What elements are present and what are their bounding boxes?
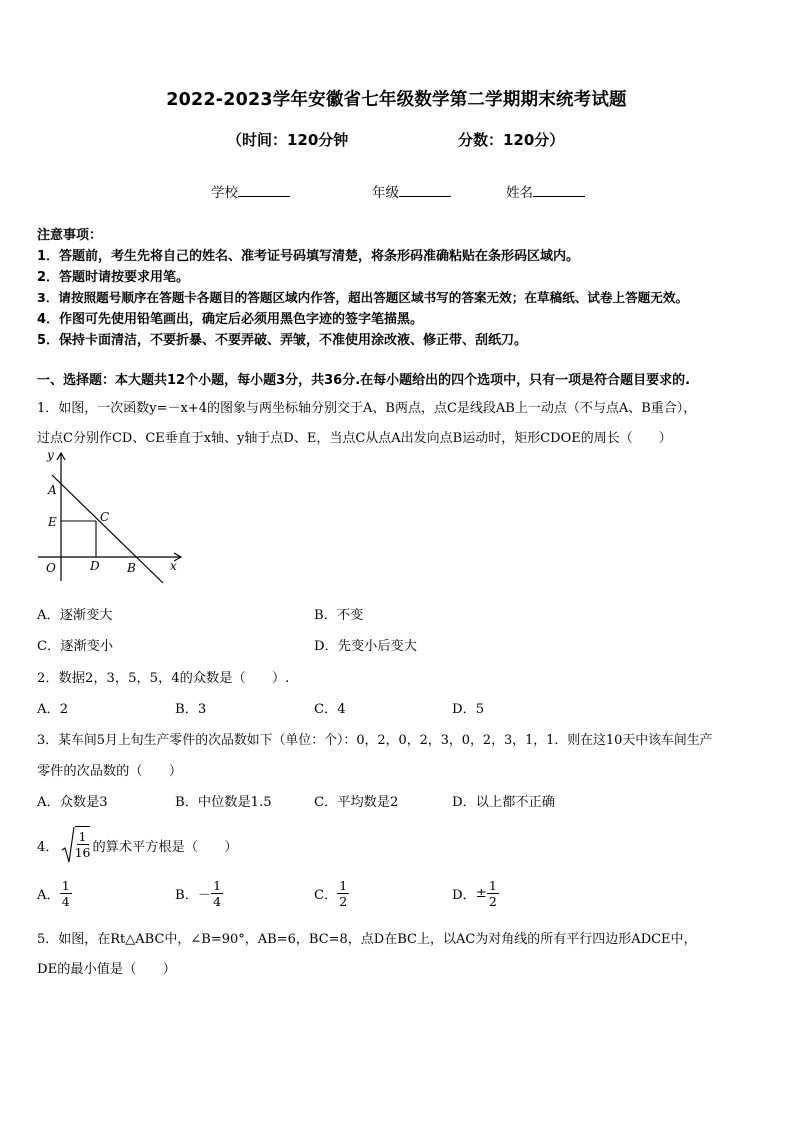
grade-blank <box>399 184 451 197</box>
label-a: A <box>48 483 57 497</box>
grade-field <box>372 181 451 201</box>
q2-stem: 2．数据2，3，5，5，4的众数是（ ）. <box>37 671 290 686</box>
q4-option-b-den: 4 <box>213 894 222 909</box>
notice-item: 5．保持卡面清洁，不要折暴、不要弄破、弄皱，不准使用涂改液、修正带、刮纸刀。 <box>37 333 528 348</box>
school-label: 学校 <box>211 185 238 201</box>
label-x: x <box>170 559 177 573</box>
name-label: 姓名 <box>506 185 533 201</box>
exam-time: （时间：120分钟 <box>227 131 349 149</box>
label-c: C <box>100 510 110 524</box>
q4-option-b-label: B． <box>175 888 198 903</box>
q4-option-d[interactable] <box>452 878 499 909</box>
q3-option-d[interactable]: D．以上都不正确 <box>452 795 555 810</box>
grade-label: 年级 <box>372 185 399 201</box>
q4-option-c-label: C． <box>314 888 338 903</box>
q4-option-a-den: 4 <box>61 894 70 909</box>
label-y: y <box>47 448 54 462</box>
q4-option-c-den: 2 <box>339 894 348 909</box>
q2-option-a[interactable]: A．2 <box>37 702 69 717</box>
q3-option-a[interactable]: A．众数是3 <box>37 795 108 810</box>
label-e: E <box>48 515 57 529</box>
q4-option-d-num: 1 <box>488 878 497 893</box>
q4-radical-den: 16 <box>74 845 91 860</box>
exam-score: 分数：120分） <box>458 131 565 149</box>
q4-option-c[interactable] <box>314 878 349 909</box>
q3-line1: 3．某车间5月上旬生产零件的次品数如下（单位：个）：0，2，0，2，3，0，2，3，1，1．则在这10天中该车间生产 <box>37 733 713 748</box>
notice-item: 2．答题时请按要求用笔。 <box>37 270 190 285</box>
q2-option-c[interactable]: C．4 <box>314 702 346 717</box>
notice-item: 4．作图可先使用铅笔画出，确定后必须用黑色字迹的签字笔描黑。 <box>37 312 424 327</box>
label-o: O <box>46 561 56 575</box>
notice-item: 3．请按照题号顺序在答题卡各题目的答题区域内作答，超出答题区域书写的答案无效；在草稿纸、试卷上答题无效。 <box>37 290 689 305</box>
q4-option-b-num: 1 <box>213 878 222 893</box>
q4-prefix: 4． <box>37 839 59 855</box>
q4-option-c-num: 1 <box>339 878 348 893</box>
name-blank <box>533 184 585 197</box>
q2-option-d[interactable]: D．5 <box>452 702 485 717</box>
q4-stem <box>37 826 238 864</box>
page-title: 2022-2023学年安徽省七年级数学第二学期期末统考试题 <box>166 90 627 110</box>
q4-option-c-fraction <box>337 878 349 909</box>
q4-option-d-label: D． <box>452 888 476 903</box>
q4-option-d-fraction <box>487 878 499 909</box>
q4-option-b[interactable] <box>175 878 223 909</box>
q1-option-c[interactable]: C．逐渐变小 <box>37 639 114 654</box>
radical-sign-icon <box>61 826 75 864</box>
q5-line2: DE的最小值是（ ） <box>37 962 176 977</box>
q5-line1: 5．如图，在Rt△ABC中，∠B=90°，AB=6，BC=8，点D在BC上，以AC为对角线的所有平行四边形ADCE中， <box>37 932 697 947</box>
q4-radical <box>61 826 91 864</box>
notice-heading: 注意事项： <box>37 228 103 243</box>
q3-option-c[interactable]: C．平均数是2 <box>314 795 399 810</box>
q4-option-a[interactable] <box>37 878 72 909</box>
school-blank <box>238 184 290 197</box>
section-heading: 一、选择题：本大题共12个小题，每小题3分，共36分.在每小题给出的四个选项中，只有一项是符合题目要求的. <box>37 373 691 388</box>
q3-option-b[interactable]: B．中位数是1.5 <box>175 795 272 810</box>
q1-option-d[interactable]: D．先变小后变大 <box>314 639 417 654</box>
school-field <box>211 181 290 201</box>
q1-line2: 过点C分别作CD、CE垂直于x轴、y轴于点D、E，当点C从点A出发向点B运动时，矩形CDOE的周长（ ） <box>37 431 672 446</box>
q1-line1: 1．如图，一次函数y=－x+4的图象与两坐标轴分别交于A、B两点，点C是线段AB上一动点（不与点A、B重合）， <box>37 401 697 416</box>
label-d: D <box>90 559 100 573</box>
q1-option-a[interactable]: A．逐渐变大 <box>37 608 113 623</box>
q1-option-b[interactable]: B．不变 <box>314 608 364 623</box>
q4-option-b-fraction <box>211 878 223 909</box>
label-b: B <box>127 561 136 575</box>
q4-option-a-num: 1 <box>61 878 70 893</box>
q4-option-d-sign: ± <box>475 886 487 901</box>
q4-suffix: 的算术平方根是（ ） <box>92 839 238 855</box>
line-ab <box>52 475 163 583</box>
q1-figure <box>30 448 190 586</box>
q4-option-a-fraction <box>60 878 72 909</box>
q4-option-b-sign: － <box>197 888 212 903</box>
notice-item: 1．答题前，考生先将自己的姓名、准考证号码填写清楚，将条形码准确粘贴在条形码区域内。 <box>37 249 580 264</box>
q4-radical-num: 1 <box>78 829 87 844</box>
q4-radical-fraction <box>75 826 91 864</box>
name-field <box>506 181 585 201</box>
q4-option-a-label: A． <box>37 888 60 903</box>
q2-option-b[interactable]: B．3 <box>175 702 207 717</box>
q4-option-d-den: 2 <box>488 894 497 909</box>
q3-line2: 零件的次品数的（ ） <box>37 764 183 779</box>
